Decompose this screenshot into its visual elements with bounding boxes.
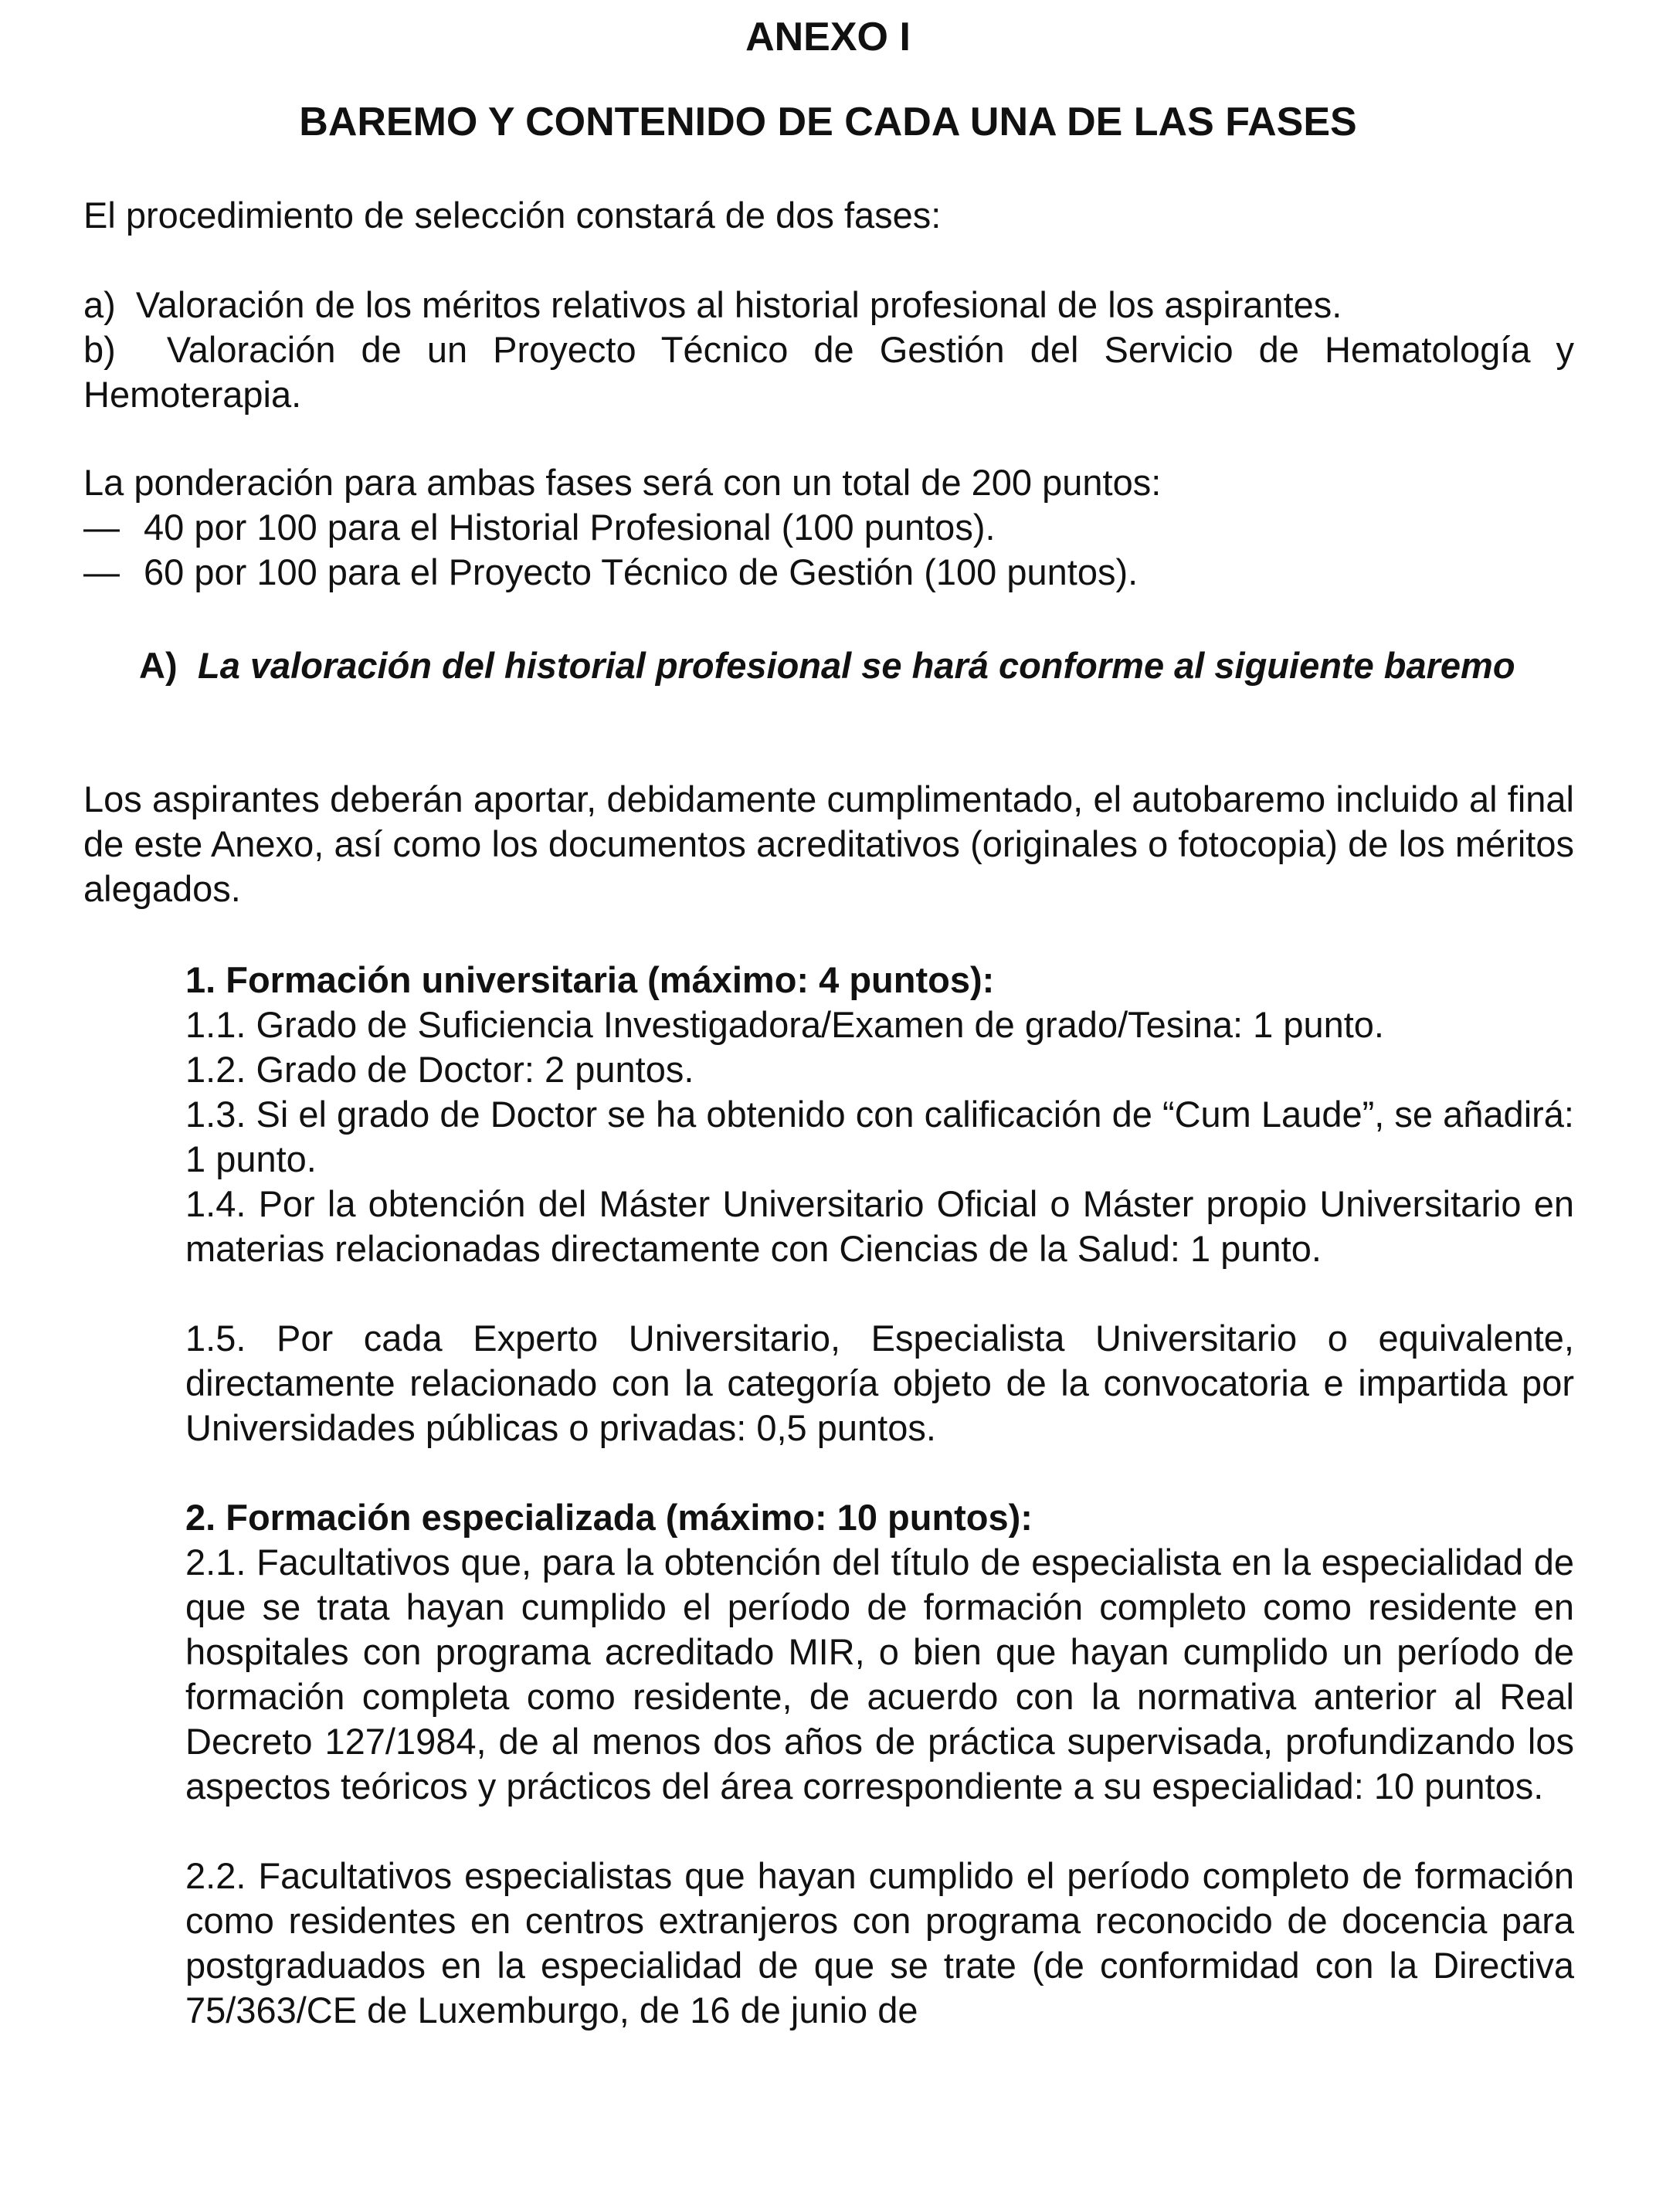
item-1-5: 1.5. Por cada Experto Universitario, Especialista Universitario o equivalente, directamente relacionado con la categoría objeto de la convocatoria e impartida por Universidades públicas o privadas: 0,5 puntos. <box>185 1318 1574 1448</box>
dash-marker: — <box>83 507 120 548</box>
phase-b-text: Valoración de un Proyecto Técnico de Gestión del Servicio de Hematología y Hemoterapia. <box>83 329 1574 415</box>
item-1-1: 1.1. Grado de Suficiencia Investigadora/Examen de grado/Tesina: 1 punto. <box>185 1004 1384 1045</box>
phase-a-text: Valoración de los méritos relativos al historial profesional de los aspirantes. <box>135 284 1342 325</box>
item-1-2: 1.2. Grado de Doctor: 2 puntos. <box>185 1049 694 1090</box>
weighting-item-2 <box>83 550 1138 595</box>
intro-paragraph: El procedimiento de selección constará de dos fases: <box>83 195 942 236</box>
section-a-letter: A) <box>139 645 178 686</box>
dash-marker: — <box>83 551 120 592</box>
section-a-title: La valoración del historial profesional se hará conforme al siguiente baremo <box>198 645 1515 686</box>
phase-b-marker: b) <box>83 329 116 370</box>
section-2-heading: 2. Formación especializada (máximo: 10 puntos): <box>185 1497 1033 1538</box>
section-1-heading: 1. Formación universitaria (máximo: 4 puntos): <box>185 959 995 1000</box>
weighting-item-2-text: 60 por 100 para el Proyecto Técnico de Gestión (100 puntos). <box>144 551 1138 592</box>
weighting-item-1 <box>83 505 996 550</box>
section-a-heading <box>139 643 1574 688</box>
phase-a-marker: a) <box>83 284 116 325</box>
item-1-4: 1.4. Por la obtención del Máster Universitario Oficial o Máster propio Universitario en materias relacionadas directamente con Ciencias de la Salud: 1 punto. <box>185 1183 1574 1269</box>
phase-a <box>83 283 1342 327</box>
phase-b <box>83 327 1574 417</box>
weighting-item-1-text: 40 por 100 para el Historial Profesional (100 puntos). <box>144 507 996 548</box>
item-2-1: 2.1. Facultativos que, para la obtención del título de especialista en la especialidad de que se trata hayan cumplido el período de formación completo como residente en hospitales con programa acreditado MIR, o bien que hayan cumplido un período de formación completa como residente, de acuerdo con la normativa anterior al Real Decreto 127/1984, de al menos dos años de práctica supervisada, profundizando los aspectos teóricos y prácticos del área correspondiente a su especialidad: 10 puntos. <box>185 1542 1574 1807</box>
item-1-3: 1.3. Si el grado de Doctor se ha obtenido con calificación de “Cum Laude”, se añadirá: 1 punto. <box>185 1094 1574 1179</box>
document-subtitle: BAREMO Y CONTENIDO DE CADA UNA DE LAS FASES <box>299 100 1357 144</box>
document-title: ANEXO I <box>745 15 911 59</box>
section-a-paragraph: Los aspirantes deberán aportar, debidamente cumplimentado, el autobaremo incluido al final de este Anexo, así como los documentos acreditativos (originales o fotocopia) de los méritos alegados. <box>83 779 1574 909</box>
item-2-2: 2.2. Facultativos especialistas que hayan cumplido el período completo de formación como residentes en centros extranjeros con programa reconocido de docencia para postgraduados en la especialidad de que se trate (de conformidad con la Directiva 75/363/CE de Luxemburgo, de 16 de junio de <box>185 1855 1574 2030</box>
weighting-intro: La ponderación para ambas fases será con un total de 200 puntos: <box>83 462 1162 503</box>
